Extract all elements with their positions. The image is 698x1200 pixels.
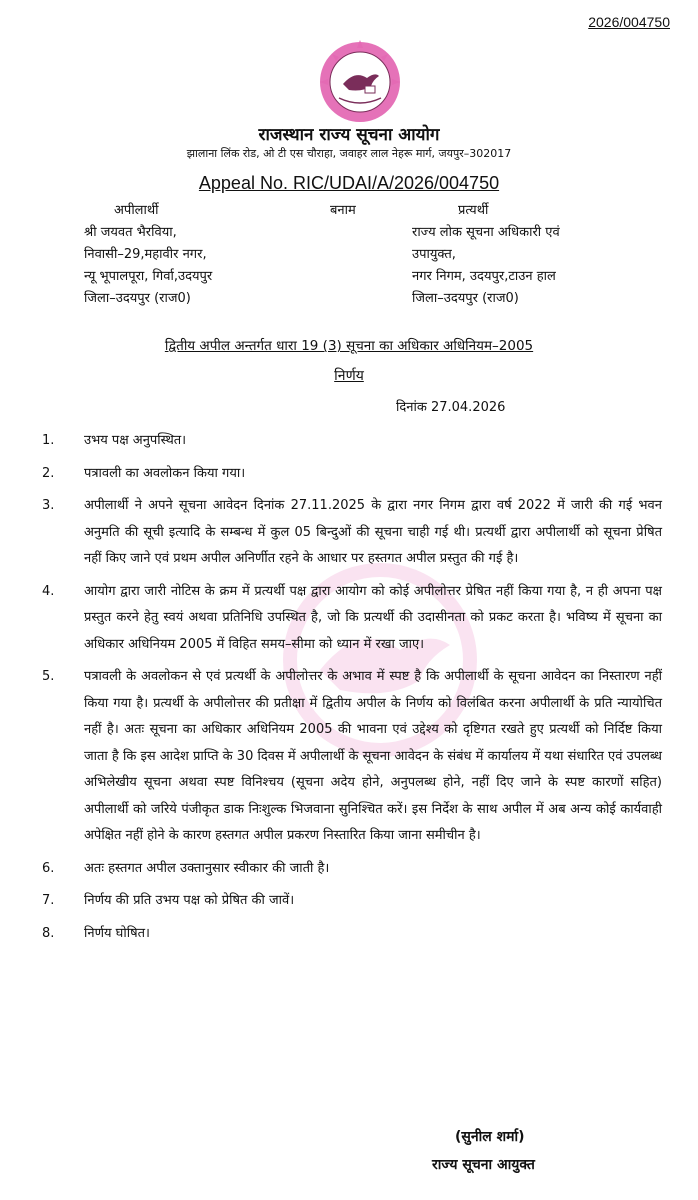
point-number: 5. (42, 669, 55, 684)
commission-logo-emblem (305, 40, 415, 124)
respondent-line: राज्य लोक सूचना अधिकारी एवं (412, 225, 560, 240)
appellant-heading: अपीलार्थी (114, 203, 159, 218)
point-item (42, 856, 662, 883)
point-text: अपीलार्थी ने अपने सूचना आवेदन दिनांक 27.11.2025 के द्वारा नगर निगम द्वारा वर्ष 2022 में जारी की गई भवन अनुमति की सूची इत्यादि के सम्बन्ध में कुल 05 बिन्दुओं की सूचना चाही गई थी। प्रत्यर्थी द्वारा अपीलार्थी को सूचना प्रेषित नहीं किए जाने एवं प्रथम अपील अनिर्णीत रहने के आधार पर हस्तगत अपील प्रस्तुत की गई है। (84, 498, 662, 566)
point-number: 7. (42, 893, 55, 908)
decision-points (42, 428, 662, 953)
point-text: अतः हस्तगत अपील उक्तानुसार स्वीकार की जाती है। (84, 860, 330, 876)
subject-line: द्वितीय अपील अन्तर्गत धारा 19 (3) सूचना का अधिकार अधिनियम–2005 (164, 338, 534, 354)
point-text: निर्णय घोषित। (84, 925, 150, 941)
point-item (42, 921, 662, 948)
point-text: पत्रावली का अवलोकन किया गया। (84, 465, 246, 481)
organization-address: झालाना लिंक रोड, ओ टी एस चौराहा, जवाहर लाल नेहरू मार्ग, जयपुर–302017 (186, 147, 512, 160)
decision-heading: निर्णय (334, 368, 364, 384)
point-item (42, 579, 662, 659)
point-item (42, 428, 662, 455)
point-item (42, 461, 662, 488)
respondent-line: जिला–उदयपुर (राज0) (412, 291, 519, 306)
versus-label: बनाम (330, 203, 356, 218)
point-text: निर्णय की प्रति उभय पक्ष को प्रेषित की जावें। (84, 893, 295, 908)
point-number: 1. (42, 433, 55, 448)
respondent-line: नगर निगम, उदयपुर,टाउन हाल (412, 269, 556, 284)
respondent-column (412, 200, 672, 310)
appeal-number: Appeal No. RIC/UDAI/A/2026/004750 (198, 173, 500, 193)
point-item (42, 493, 662, 573)
document-number: 2026/004750 (588, 14, 670, 30)
respondent-heading: प्रत्यर्थी (458, 203, 489, 218)
appellant-column (84, 200, 324, 310)
signatory-name: (सुनील शर्मा) (455, 1129, 525, 1145)
point-number: 3. (42, 498, 55, 513)
point-number: 2. (42, 465, 55, 481)
point-number: 6. (42, 860, 55, 876)
appellant-line: निवासी–29,महावीर नगर, (84, 247, 207, 262)
respondent-line: उपायुक्त, (412, 247, 456, 262)
organization-name: राजस्थान राज्य सूचना आयोग (258, 125, 440, 145)
point-text: उभय पक्ष अनुपस्थित। (84, 433, 187, 448)
signatory-title: राज्य सूचना आयुक्त (432, 1157, 535, 1173)
point-number: 4. (42, 583, 55, 599)
versus-column (330, 200, 390, 222)
point-text: पत्रावली के अवलोकन से एवं प्रत्यर्थी के अपीलोत्तर के अभाव में स्पष्ट है कि अपीलार्थी के सूचना आवेदन का निस्तारण नहीं किया गया है। प्रत्यर्थी के अपीलोत्तर की प्रतीक्षा में द्वितीय अपील के निर्णय को विलंबित करना अपीलार्थी के प्रति न्यायोचित नहीं है। अतः सूचना का अधिकार अधिनियम 2005 की भावना एवं उद्देश्य को दृष्टिगत रखते हुए प्रत्यर्थी को निर्दिष्ट किया जाता है कि इस आदेश प्राप्ति के 30 दिवस में अपीलार्थी के सूचना आवेदन के संबंध में कार्यालय में यथा संधारित एवं उपलब्ध अभिलेखीय सूचना अथवा स्पष्ट विनिश्चय (सूचना अदेय होने, अनुपलब्ध होने, नहीं दिए जाने के स्पष्ट कारणों सहित) अपीलार्थी को जरिये पंजीकृत डाक निःशुल्क भिजवाना सुनिश्चित करें। इस निर्देश के साथ अपील में अब अन्य कोई कार्यवाही अपेक्षित नहीं होने के कारण हस्तगत अपील प्रकरण निस्तारित किया जाना समीचीन है। (84, 669, 662, 843)
decision-date: दिनांक 27.04.2026 (396, 400, 506, 415)
point-number: 8. (42, 925, 55, 941)
appellant-line: जिला–उदयपुर (राज0) (84, 291, 191, 306)
point-text: आयोग द्वारा जारी नोटिस के क्रम में प्रत्यर्थी पक्ष द्वारा आयोग को कोई अपीलोत्तर प्रेषित नहीं किया गया है, न ही अपना पक्ष प्रस्तुत करने हेतु स्वयं अथवा प्रतिनिधि उपस्थित है, जो कि प्रत्यर्थी की उदासीनता को प्रकट करता है। भविष्य में सूचना का अधिकार अधिनियम 2005 में विहित समय–सीमा को ध्यान में रखा जाए। (84, 583, 662, 652)
point-item (42, 888, 662, 915)
point-item (42, 664, 662, 850)
appellant-line: न्यू भूपालपूरा, गिर्वा,उदयपुर (84, 269, 213, 284)
appellant-line: श्री जयवत भैरविया, (84, 225, 177, 240)
